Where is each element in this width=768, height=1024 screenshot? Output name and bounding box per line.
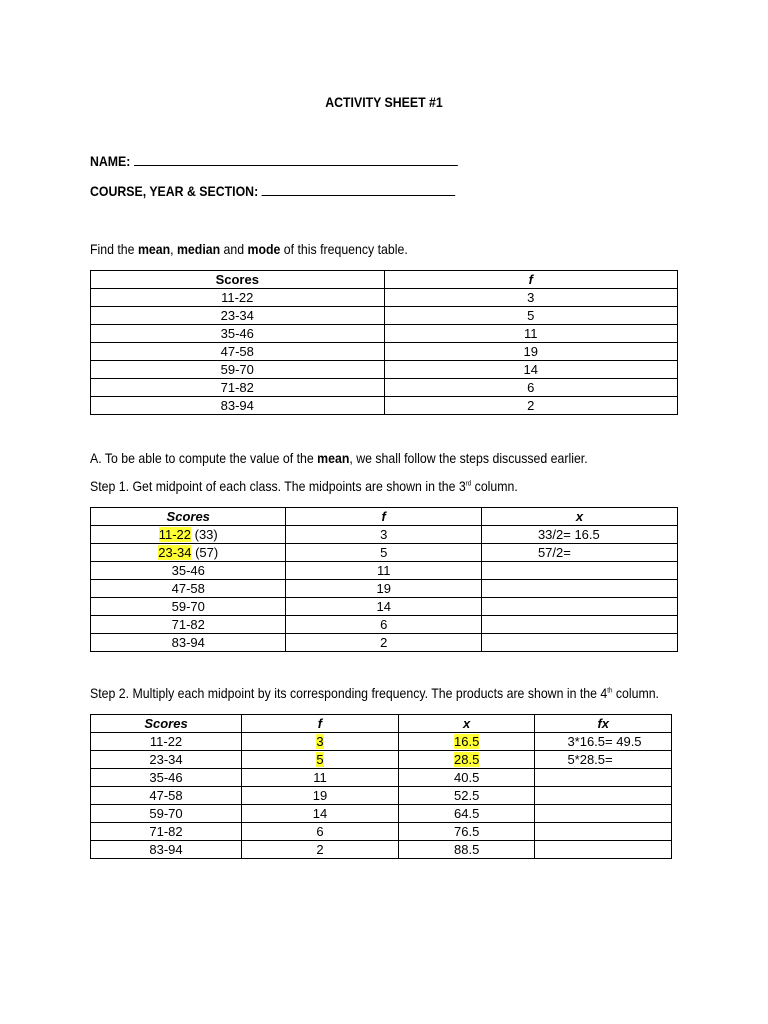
frequency-cell <box>242 823 399 841</box>
frequency-cell <box>242 769 399 787</box>
midpoint-table <box>90 507 678 652</box>
frequency-value: 14 <box>312 806 328 821</box>
score-cell <box>91 616 286 634</box>
frequency-value: 2 <box>316 842 324 857</box>
frequency-cell: 2 <box>384 397 678 415</box>
table-row <box>91 580 678 598</box>
score-cell: 59-70 <box>91 805 242 823</box>
midpoint-cell <box>481 562 677 580</box>
table-row <box>91 307 678 325</box>
score-value: 71-82 <box>171 617 205 632</box>
midpoint-cell <box>481 580 677 598</box>
score-cell <box>91 580 286 598</box>
score-cell <box>91 562 286 580</box>
name-field[interactable] <box>90 153 458 169</box>
frequency-table <box>90 270 678 415</box>
midpoint-cell: 57/2= <box>481 544 677 562</box>
frequency-cell: 14 <box>286 598 481 616</box>
frequency-cell: 19 <box>384 343 678 361</box>
score-value: 59-70 <box>171 599 205 614</box>
midpoint-value: 64.5 <box>454 806 480 821</box>
score-cell <box>91 526 286 544</box>
frequency-cell: 19 <box>286 580 481 598</box>
product-table <box>90 714 672 859</box>
table-row <box>91 733 672 751</box>
table2-header-f: f <box>286 508 481 526</box>
midpoint-value: 52.5 <box>454 788 480 803</box>
table3-header-scores: Scores <box>91 715 242 733</box>
table1-header-f: f <box>384 271 678 289</box>
table-row <box>91 544 678 562</box>
score-value: 47-58 <box>171 581 205 596</box>
midpoint-cell <box>398 787 535 805</box>
frequency-cell <box>242 805 399 823</box>
table-row <box>91 769 672 787</box>
frequency-value: 3 <box>316 734 324 749</box>
course-blank[interactable] <box>262 183 456 196</box>
name-label: NAME: <box>90 153 131 169</box>
course-field[interactable] <box>90 183 455 199</box>
midpoint-cell <box>481 598 677 616</box>
score-cell: 35-46 <box>91 769 242 787</box>
score-note: (57) <box>191 545 219 560</box>
frequency-cell: 2 <box>286 634 481 652</box>
frequency-cell <box>242 733 399 751</box>
product-cell <box>535 841 672 859</box>
table-row <box>91 634 678 652</box>
midpoint-cell <box>398 733 535 751</box>
name-blank[interactable] <box>134 153 458 166</box>
page-title: ACTIVITY SHEET #1 <box>325 94 443 110</box>
frequency-value: 5 <box>316 752 324 767</box>
section-a-text: A. To be able to compute the value of the mean, we shall follow the steps discussed earlier. <box>90 450 588 466</box>
product-cell: 5*28.5= <box>535 751 672 769</box>
score-cell: 11-22 <box>91 289 385 307</box>
frequency-value: 19 <box>312 788 328 803</box>
midpoint-cell: 33/2= 16.5 <box>481 526 677 544</box>
score-cell: 23-34 <box>91 307 385 325</box>
frequency-cell <box>242 787 399 805</box>
table-row <box>91 397 678 415</box>
score-cell: 47-58 <box>91 787 242 805</box>
frequency-cell: 3 <box>286 526 481 544</box>
table3-header-x: x <box>398 715 535 733</box>
midpoint-cell <box>481 634 677 652</box>
table2-header-scores: Scores <box>91 508 286 526</box>
table-row <box>91 325 678 343</box>
score-cell: 71-82 <box>91 379 385 397</box>
product-cell <box>535 805 672 823</box>
score-cell: 83-94 <box>91 841 242 859</box>
instruction: Find the mean, median and mode of this frequency table. <box>90 241 408 257</box>
score-value: 35-46 <box>171 563 205 578</box>
score-cell <box>91 544 286 562</box>
table-row <box>91 289 678 307</box>
table-row <box>91 823 672 841</box>
product-cell <box>535 769 672 787</box>
product-cell <box>535 787 672 805</box>
table-row <box>91 805 672 823</box>
midpoint-cell <box>398 841 535 859</box>
step2-text: Step 2. Multiply each midpoint by its corresponding frequency. The products are shown in the 4th column. <box>90 685 659 701</box>
table-row <box>91 379 678 397</box>
score-cell: 11-22 <box>91 733 242 751</box>
frequency-cell: 6 <box>286 616 481 634</box>
table-row <box>91 562 678 580</box>
frequency-cell: 11 <box>286 562 481 580</box>
table-row <box>91 787 672 805</box>
midpoint-value: 16.5 <box>454 734 480 749</box>
frequency-cell <box>242 751 399 769</box>
midpoint-cell <box>481 616 677 634</box>
table-row <box>91 343 678 361</box>
frequency-cell <box>242 841 399 859</box>
score-cell: 23-34 <box>91 751 242 769</box>
table3-header-f: f <box>242 715 399 733</box>
score-cell <box>91 598 286 616</box>
table2-header-x: x <box>481 508 677 526</box>
frequency-value: 6 <box>316 824 324 839</box>
table-row <box>91 361 678 379</box>
table-row <box>91 616 678 634</box>
midpoint-value: 40.5 <box>454 770 480 785</box>
score-cell: 35-46 <box>91 325 385 343</box>
frequency-cell: 3 <box>384 289 678 307</box>
score-cell: 71-82 <box>91 823 242 841</box>
score-value: 83-94 <box>171 635 205 650</box>
course-label: COURSE, YEAR & SECTION: <box>90 183 259 199</box>
frequency-cell: 5 <box>286 544 481 562</box>
frequency-cell: 5 <box>384 307 678 325</box>
table-row <box>91 841 672 859</box>
frequency-cell: 11 <box>384 325 678 343</box>
table-row <box>91 598 678 616</box>
frequency-cell: 14 <box>384 361 678 379</box>
score-note: (33) <box>191 527 218 542</box>
score-value: 11-22 <box>158 527 192 542</box>
table3-header-fx: fx <box>535 715 672 733</box>
score-cell: 47-58 <box>91 343 385 361</box>
midpoint-cell <box>398 751 535 769</box>
product-cell <box>535 823 672 841</box>
midpoint-value: 28.5 <box>454 752 480 767</box>
midpoint-cell <box>398 805 535 823</box>
frequency-value: 11 <box>313 770 327 785</box>
score-cell: 83-94 <box>91 397 385 415</box>
table-row <box>91 526 678 544</box>
midpoint-value: 88.5 <box>454 842 480 857</box>
score-cell <box>91 634 286 652</box>
midpoint-value: 76.5 <box>454 824 480 839</box>
midpoint-cell <box>398 823 535 841</box>
table-row <box>91 751 672 769</box>
product-cell: 3*16.5= 49.5 <box>535 733 672 751</box>
frequency-cell: 6 <box>384 379 678 397</box>
table1-header-scores: Scores <box>91 271 385 289</box>
score-value: 23-34 <box>158 545 192 560</box>
midpoint-cell <box>398 769 535 787</box>
score-cell: 59-70 <box>91 361 385 379</box>
step1-text: Step 1. Get midpoint of each class. The midpoints are shown in the 3rd column. <box>90 478 518 494</box>
